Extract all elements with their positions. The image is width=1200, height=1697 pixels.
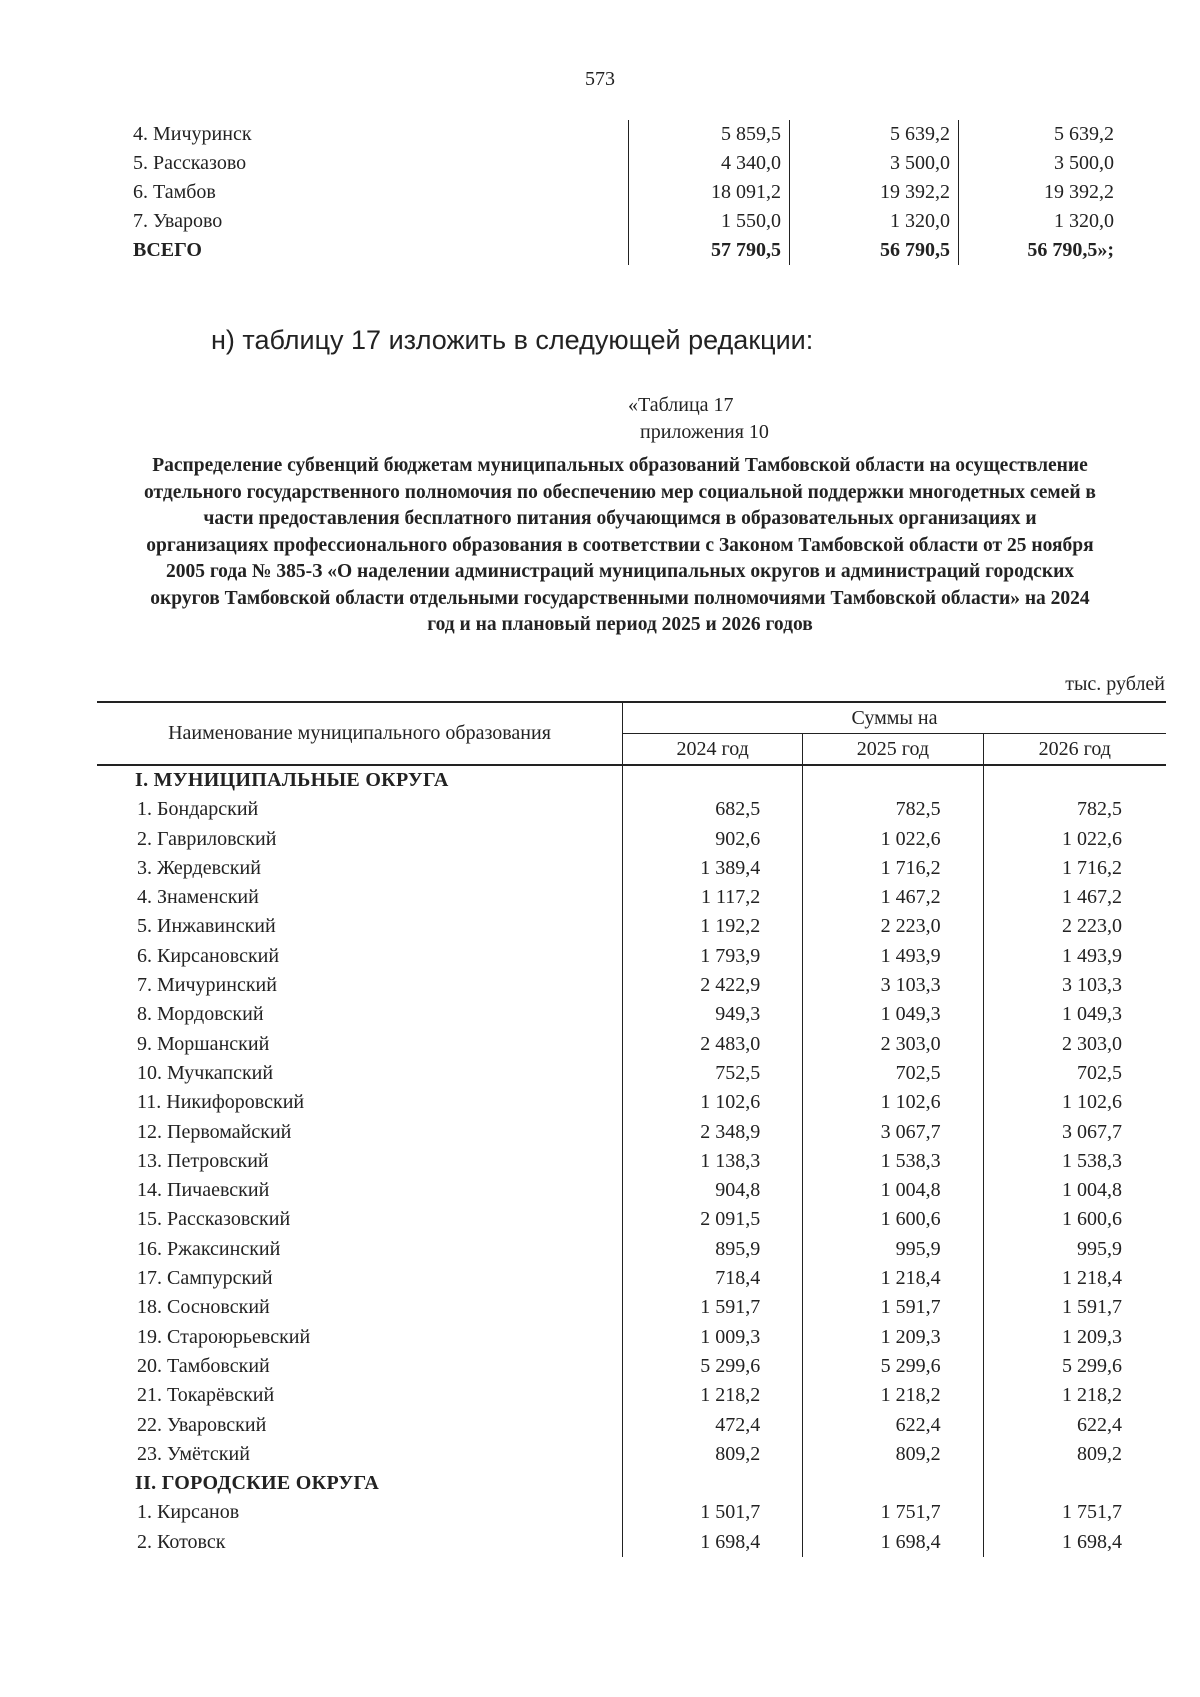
row-name: 18. Сосновский [137, 1296, 270, 1319]
empty-cell [623, 1469, 803, 1498]
value-2026: 3 103,3 [983, 971, 1166, 1000]
row-name: 7. Мичуринский [137, 974, 277, 997]
header-sums: Суммы на [623, 702, 1167, 734]
value-2026: 1 004,8 [983, 1176, 1166, 1205]
table-row [97, 1323, 1166, 1352]
total-2025: 56 790,5 [790, 236, 959, 265]
value-2025: 5 299,6 [803, 1352, 983, 1381]
header-2025: 2025 год [803, 734, 983, 766]
table-row [97, 1205, 1166, 1234]
table-row [97, 1147, 1166, 1176]
table-row [97, 1293, 1166, 1322]
table-row [133, 120, 1122, 149]
value-2026: 1 751,7 [983, 1498, 1166, 1527]
value-2026: 19 392,2 [959, 178, 1123, 207]
table-row [97, 883, 1166, 912]
value-2025: 1 320,0 [790, 207, 959, 236]
value-2026: 1 218,4 [983, 1264, 1166, 1293]
value-2026: 809,2 [983, 1440, 1166, 1469]
row-name: 5. Инжавинский [137, 915, 276, 938]
table-row [97, 1381, 1166, 1410]
row-name: 3. Жердевский [137, 856, 261, 879]
header-2026: 2026 год [983, 734, 1166, 766]
value-2025: 1 004,8 [803, 1176, 983, 1205]
row-name: 8. Мордовский [137, 1003, 264, 1026]
section-row [97, 765, 1166, 795]
value-2024: 902,6 [623, 825, 803, 854]
table-row [97, 912, 1166, 941]
value-2024: 809,2 [623, 1440, 803, 1469]
value-2025: 1 751,7 [803, 1498, 983, 1527]
value-2024: 1 550,0 [629, 207, 790, 236]
table-row [97, 1264, 1166, 1293]
row-name: 13. Петровский [137, 1149, 269, 1172]
value-2025: 5 639,2 [790, 120, 959, 149]
table-row [133, 178, 1122, 207]
row-name: 20. Тамбовский [137, 1354, 270, 1377]
table-row [97, 1498, 1166, 1527]
value-2024: 1 389,4 [623, 854, 803, 883]
value-2026: 1 209,3 [983, 1323, 1166, 1352]
row-name: 19. Староюрьевский [137, 1325, 311, 1348]
row-name: 5. Рассказово [133, 152, 247, 174]
header-2024: 2024 год [623, 734, 803, 766]
value-2025: 702,5 [803, 1059, 983, 1088]
value-2024: 2 348,9 [623, 1118, 803, 1147]
value-2024: 752,5 [623, 1059, 803, 1088]
value-2026: 1 102,6 [983, 1088, 1166, 1117]
caption-line-2: приложения 10 [640, 421, 769, 443]
table-row [97, 1118, 1166, 1147]
value-2025: 1 218,4 [803, 1264, 983, 1293]
value-2024: 895,9 [623, 1235, 803, 1264]
value-2026: 1 218,2 [983, 1381, 1166, 1410]
caption-line-1: «Таблица 17 [628, 394, 734, 416]
value-2026: 622,4 [983, 1411, 1166, 1440]
row-name: 22. Уваровский [137, 1413, 267, 1436]
section-title: II. ГОРОДСКИЕ ОКРУГА [135, 1472, 380, 1495]
value-2025: 2 303,0 [803, 1030, 983, 1059]
value-2024: 1 591,7 [623, 1293, 803, 1322]
value-2024: 472,4 [623, 1411, 803, 1440]
value-2026: 1 538,3 [983, 1147, 1166, 1176]
value-2026: 1 698,4 [983, 1528, 1166, 1557]
value-2025: 622,4 [803, 1411, 983, 1440]
value-2026: 1 600,6 [983, 1205, 1166, 1234]
table-row [97, 1235, 1166, 1264]
table-row [97, 1059, 1166, 1088]
value-2024: 5 299,6 [623, 1352, 803, 1381]
value-2025: 1 209,3 [803, 1323, 983, 1352]
row-name: 17. Сампурский [137, 1267, 273, 1290]
value-2024: 2 422,9 [623, 971, 803, 1000]
row-name: 4. Знаменский [137, 886, 259, 909]
value-2026: 1 467,2 [983, 883, 1166, 912]
value-2026: 5 299,6 [983, 1352, 1166, 1381]
value-2026: 1 591,7 [983, 1293, 1166, 1322]
table-row [97, 1411, 1166, 1440]
table-row [97, 795, 1166, 824]
value-2026: 5 639,2 [959, 120, 1123, 149]
row-name: 1. Кирсанов [137, 1501, 240, 1524]
table-row [133, 149, 1122, 178]
value-2025: 1 591,7 [803, 1293, 983, 1322]
value-2026: 702,5 [983, 1059, 1166, 1088]
section-title: I. МУНИЦИПАЛЬНЫЕ ОКРУГА [135, 769, 449, 791]
row-name: 21. Токарёвский [137, 1384, 275, 1407]
table-body [97, 765, 1166, 1557]
row-name: 16. Ржаксинский [137, 1237, 281, 1260]
value-2026: 1 320,0 [959, 207, 1123, 236]
value-2026: 782,5 [983, 795, 1166, 824]
table-row [97, 1528, 1166, 1557]
value-2024: 2 091,5 [623, 1205, 803, 1234]
value-2025: 1 698,4 [803, 1528, 983, 1557]
value-2024: 1 102,6 [623, 1088, 803, 1117]
value-2025: 1 218,2 [803, 1381, 983, 1410]
value-2025: 1 493,9 [803, 942, 983, 971]
empty-cell [983, 1469, 1166, 1498]
value-2025: 1 716,2 [803, 854, 983, 883]
row-name: 14. Пичаевский [137, 1179, 270, 1202]
value-2025: 1 022,6 [803, 825, 983, 854]
table-row [97, 825, 1166, 854]
value-2025: 1 102,6 [803, 1088, 983, 1117]
row-name: 12. Первомайский [137, 1120, 292, 1143]
row-name: 23. Умётский [137, 1442, 250, 1465]
value-2025: 2 223,0 [803, 912, 983, 941]
table-row [97, 1030, 1166, 1059]
row-name: 7. Уварово [133, 210, 223, 232]
total-row [133, 236, 1122, 265]
value-2026: 2 303,0 [983, 1030, 1166, 1059]
row-name: 2. Котовск [137, 1530, 226, 1553]
value-2025: 3 067,7 [803, 1118, 983, 1147]
row-name: 9. Моршанский [137, 1032, 270, 1055]
section-row [97, 1469, 1166, 1498]
value-2026: 1 022,6 [983, 825, 1166, 854]
value-2025: 995,9 [803, 1235, 983, 1264]
empty-cell [803, 1469, 983, 1498]
value-2025: 19 392,2 [790, 178, 959, 207]
table-row [97, 1176, 1166, 1205]
row-name: 10. Мучкапский [137, 1061, 274, 1084]
row-name: 6. Тамбов [133, 181, 216, 203]
table-row [97, 1088, 1166, 1117]
continuation-table [133, 120, 1122, 265]
table-row [97, 971, 1166, 1000]
value-2025: 1 600,6 [803, 1205, 983, 1234]
row-name: 2. Гавриловский [137, 827, 277, 850]
value-2026: 3 067,7 [983, 1118, 1166, 1147]
value-2025: 782,5 [803, 795, 983, 824]
value-2025: 3 103,3 [803, 971, 983, 1000]
total-2026: 56 790,5»; [959, 236, 1123, 265]
value-2024: 1 117,2 [623, 883, 803, 912]
table-row [97, 1000, 1166, 1029]
value-2024: 2 483,0 [623, 1030, 803, 1059]
value-2026: 995,9 [983, 1235, 1166, 1264]
value-2026: 1 049,3 [983, 1000, 1166, 1029]
value-2025: 1 049,3 [803, 1000, 983, 1029]
row-name: 6. Кирсановский [137, 944, 280, 967]
table-row [97, 854, 1166, 883]
value-2025: 1 538,3 [803, 1147, 983, 1176]
page-number: 573 [585, 68, 615, 90]
value-2024: 1 218,2 [623, 1381, 803, 1410]
table-header [97, 702, 1166, 765]
table-heading: Распределение субвенций бюджетам муниципальных образований Тамбовской области на осуществление отдельного государственного полномочия по обеспечению мер социальной поддержки многодетных семей в части предоставления бесплатного питания обучающимся в образовательных организациях и организациях профессионального образования в соответствии с Законом Тамбовской области от 25 ноября 2005 года № 385-З «О наделении администраций муниципальных округов и администраций городских округов Тамбовской области отдельными государственными полномочиями Тамбовской области» на 2024 год и на плановый период 2025 и 2026 годов [144, 455, 1096, 635]
value-2024: 1 793,9 [623, 942, 803, 971]
value-2024: 1 192,2 [623, 912, 803, 941]
instruction-text: н) таблицу 17 изложить в следующей редакции: [211, 325, 814, 355]
value-2026: 1 493,9 [983, 942, 1166, 971]
units-label: тыс. рублей [1065, 673, 1165, 695]
row-name: 1. Бондарский [137, 798, 259, 821]
value-2024: 18 091,2 [629, 178, 790, 207]
value-2024: 5 859,5 [629, 120, 790, 149]
row-name: 4. Мичуринск [133, 123, 252, 145]
value-2024: 1 698,4 [623, 1528, 803, 1557]
row-name: 15. Рассказовский [137, 1208, 291, 1231]
table-row [133, 207, 1122, 236]
value-2024: 904,8 [623, 1176, 803, 1205]
value-2025: 3 500,0 [790, 149, 959, 178]
table-row [97, 1440, 1166, 1469]
value-2024: 682,5 [623, 795, 803, 824]
empty-cell [623, 765, 803, 795]
value-2024: 1 009,3 [623, 1323, 803, 1352]
value-2024: 949,3 [623, 1000, 803, 1029]
value-2024: 718,4 [623, 1264, 803, 1293]
total-2024: 57 790,5 [629, 236, 790, 265]
empty-cell [803, 765, 983, 795]
table-row [97, 1352, 1166, 1381]
value-2024: 1 138,3 [623, 1147, 803, 1176]
total-label: ВСЕГО [133, 239, 202, 261]
value-2024: 4 340,0 [629, 149, 790, 178]
table-row [97, 942, 1166, 971]
subvention-table [97, 701, 1166, 1557]
value-2026: 2 223,0 [983, 912, 1166, 941]
empty-cell [983, 765, 1166, 795]
value-2025: 809,2 [803, 1440, 983, 1469]
header-name-column: Наименование муниципального образования [97, 702, 623, 765]
value-2026: 3 500,0 [959, 149, 1123, 178]
value-2025: 1 467,2 [803, 883, 983, 912]
value-2026: 1 716,2 [983, 854, 1166, 883]
value-2024: 1 501,7 [623, 1498, 803, 1527]
table-caption [628, 392, 769, 446]
row-name: 11. Никифоровский [137, 1091, 305, 1114]
